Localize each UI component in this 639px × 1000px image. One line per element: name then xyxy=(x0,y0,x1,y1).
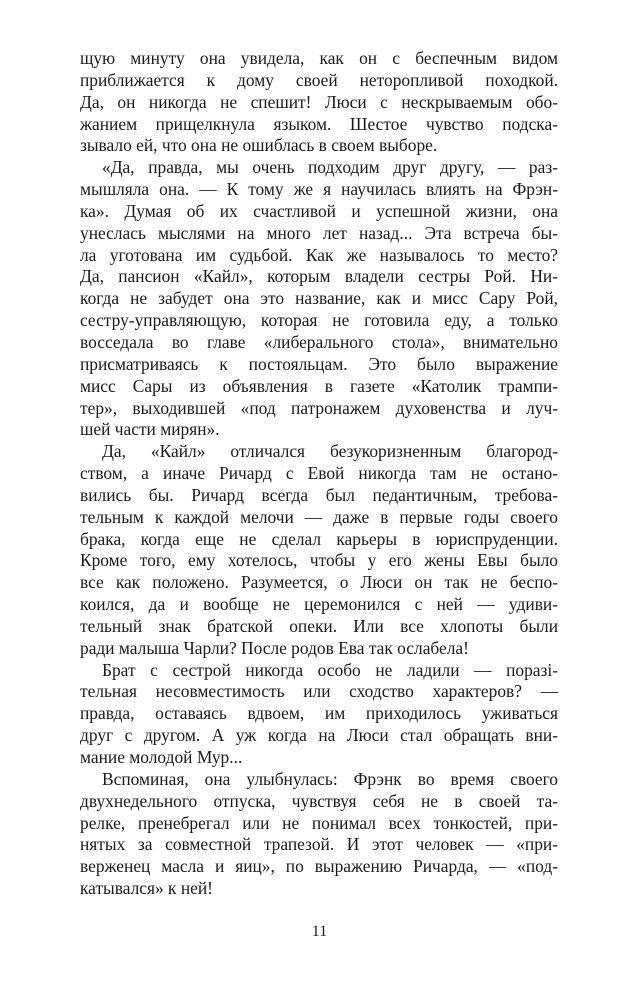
text-line: брака, когда еще не сделал карьеры в юриспруденции. xyxy=(80,528,558,549)
text-line: двухнедельного отпуска, чувствуя себя не в своей та- xyxy=(80,790,558,811)
text-line: ради малыша Чарли? После родов Ева так ослабела! xyxy=(80,637,469,658)
paragraph-5 xyxy=(80,769,558,900)
paragraph-3 xyxy=(80,441,558,659)
text-line: Вспоминая, она улыбнулась: Фрэнк во время своего xyxy=(102,768,558,789)
text-line: мышляла она. — К тому же я научилась влиять на Фрэн- xyxy=(80,179,558,200)
text-line: тельным к каждой мелочи — даже в первые годы своего xyxy=(80,506,558,527)
text-line: тер», выходившей «под патронажем духовенства и луч- xyxy=(80,397,558,418)
text-line: ла уготована им судьбой. Как же называлось то место? xyxy=(80,244,558,265)
text-line: Брат с сестрой никогда особо не ладили — поразі- xyxy=(102,659,558,680)
text-line: сестру-управляющую, которая не готовила еду, а только xyxy=(80,310,558,331)
page-text xyxy=(80,48,558,900)
text-line: все как положено. Разумеется, о Люси он так не беспо- xyxy=(80,572,558,593)
text-line: коился, да и вообще не церемонился с ней — удиви- xyxy=(80,594,558,615)
text-line: Да, он никогда не спешит! Люси с нескрываемым обо- xyxy=(80,91,558,112)
text-line: «Да, правда, мы очень подходим друг другу, — раз- xyxy=(102,157,558,178)
paragraph-2 xyxy=(80,157,558,441)
text-line: релке, пренебрегал или не понимал всех тонкостей, при- xyxy=(80,812,558,833)
text-line: Да, «Кайл» отличался безукоризненным благород- xyxy=(102,441,558,462)
text-line: ством, а иначе Ричард с Евой никогда там не остано- xyxy=(80,463,558,484)
text-line: тельный знак братской опеки. Или все хлопоты были xyxy=(80,615,558,636)
text-line: мисс Сары из объявления в газете «Католик трампи- xyxy=(80,375,558,396)
text-line: присматриваясь к постояльцам. Это было выражение xyxy=(80,353,558,374)
text-line: когда не забудет она это название, как и мисс Сару Рой, xyxy=(80,288,558,309)
text-line: правда, оставаясь вдвоем, им приходилось уживаться xyxy=(80,703,558,724)
text-line: верженец масла и яиц», по выражению Ричарда, — «под- xyxy=(80,856,558,877)
text-line: Кроме того, ему хотелось, чтобы у его жены Евы было xyxy=(80,550,558,571)
text-line: унеслась мыслями на много лет назад... Эта встреча бы- xyxy=(80,222,558,243)
text-line: ка». Думая об их счастливой и успешной жизни, она xyxy=(80,200,558,221)
text-line: щую минуту она увидела, как он с беспечным видом xyxy=(80,48,558,68)
text-line: Да, пансион «Кайл», которым владели сестры Рой. Ни- xyxy=(80,266,558,287)
text-line: катывался» к ней! xyxy=(80,878,213,899)
text-line: нятых за совместной трапезой. И этот человек — «при- xyxy=(80,834,558,855)
text-line: восседала во главе «либерального стола», внимательно xyxy=(80,331,558,352)
text-line: зывало ей, что она не ошиблась в своем выборе. xyxy=(80,135,438,156)
text-line: жанием прищелкнула языком. Шестое чувство подска- xyxy=(80,113,558,134)
paragraph-1 xyxy=(80,48,558,157)
text-line: шей части мирян». xyxy=(80,419,220,440)
text-line: мание молодой Мур... xyxy=(80,747,243,767)
text-line: приближается к дому своей неторопливой походкой. xyxy=(80,69,558,90)
paragraph-4 xyxy=(80,660,558,769)
text-line: друг с другом. А уж когда на Люси стал обращать вни- xyxy=(80,725,558,746)
page-number: 11 xyxy=(311,923,328,940)
text-line: вились бы. Ричард всегда был педантичным, требова- xyxy=(80,484,558,505)
text-line: тельная несовместимость или сходство характеров? — xyxy=(80,681,558,702)
